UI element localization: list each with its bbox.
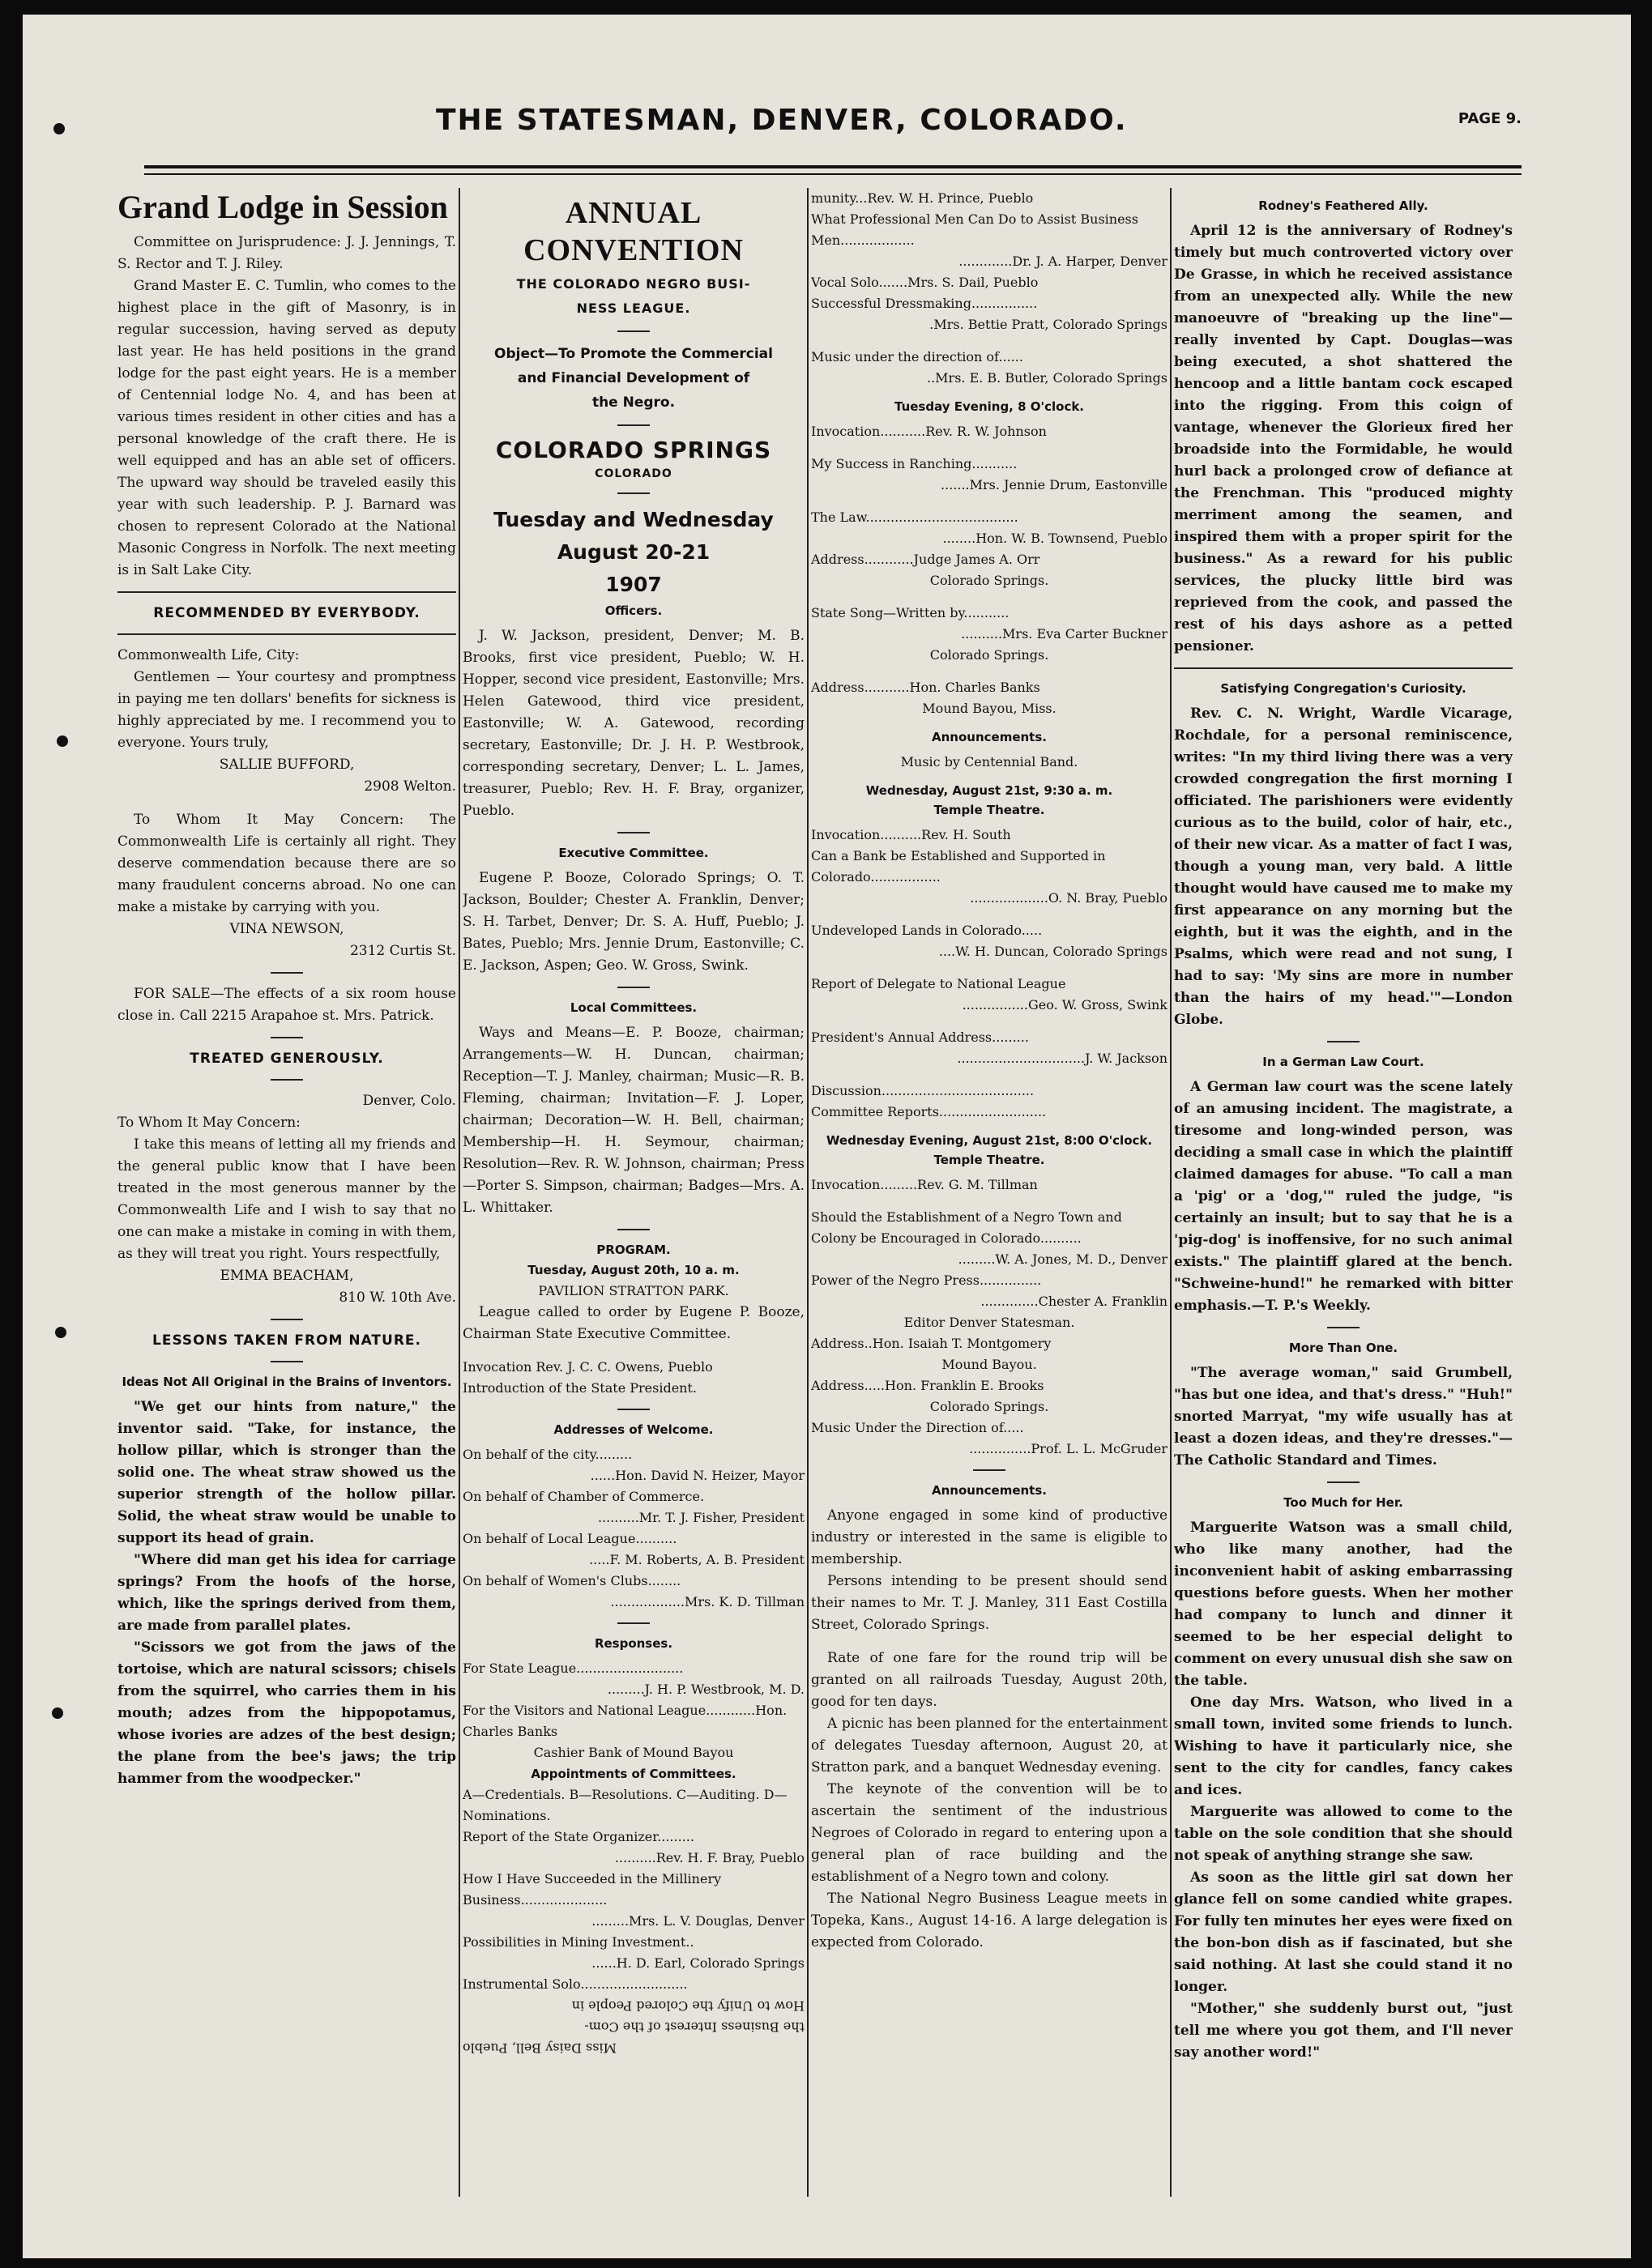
section-heading-appointments: Appointments of Committees. <box>531 1767 736 1781</box>
program-item: On behalf of the city......... <box>463 1447 633 1462</box>
program-item: Vocal Solo.......Mrs. S. Dail, Pueblo <box>811 275 1039 290</box>
program-speaker: ...............................J. W. Jackson <box>957 1051 1167 1066</box>
article-paragraph: A German law court was the scene lately of an amusing incident. The magistrate, a tiresome and long-winded person, was deciding a small case in which the plaintiff claimed damages for abuse. "To call a man a 'pig' or a 'dog,'" ruled the judge, "is certainly an insult; but to say that he is a 'pig-dog' is inoffensive, for no such animal exists." The plaintiff glared at the bench. "Schweine-hund!" he remarked with bitter emphasis.—T. P.'s Weekly. <box>1174 1079 1513 1314</box>
article-separator <box>973 1469 1005 1471</box>
convention-subtitle: THE COLORADO NEGRO BUSI- <box>516 276 751 292</box>
page-number: PAGE 9. <box>1458 110 1522 127</box>
section-heading-responses: Responses. <box>594 1636 673 1651</box>
program-item: Instrumental Solo.......................... <box>463 1976 688 1992</box>
column-2 <box>463 188 805 2197</box>
program-item: Music under the direction of...... <box>811 349 1023 364</box>
section-heading-program: PROGRAM. <box>596 1243 671 1257</box>
column-1 <box>117 188 456 2197</box>
section-heading-executive: Executive Committee. <box>558 846 709 860</box>
article-paragraph: One day Mrs. Watson, who lived in a small town, invited some friends to lunch. Wishing to have it particularly nice, she sent to the city for candles, fancy cakes and ices. <box>1174 1695 1513 1798</box>
program-item: Address..Hon. Isaiah T. Montgomery <box>811 1336 1052 1351</box>
program-item: Successful Dressmaking................ <box>811 296 1038 311</box>
program-item: Report of Delegate to National League <box>811 976 1066 991</box>
article-heading-recommended: RECOMMENDED BY EVERYBODY. <box>153 605 420 621</box>
program-item: Music Under the Direction of..... <box>811 1420 1024 1435</box>
program-speaker: ...................O. N. Bray, Pueblo <box>970 890 1167 906</box>
section-heading-announcements: Announcements. <box>932 730 1047 744</box>
executive-list: Eugene P. Booze, Colorado Springs; O. T. Jackson, Boulder; Chester A. Franklin, Denver; S. H. Tarbet, Denver; Dr. S. A. Huff, Pueblo; J. Bates, Pueblo; Mrs. Jennie Drum, Eastonville; C. E. Jackson, Aspen; Geo. W. Gross, Swink. <box>463 870 805 974</box>
convention-year: 1907 <box>605 573 662 596</box>
article-separator <box>617 1409 650 1410</box>
column-rule <box>459 188 460 2197</box>
convention-object: Object—To Promote the Commercial <box>494 346 773 362</box>
section-heading-wednesday: Wednesday, August 21st, 9:30 a. m. <box>865 783 1113 798</box>
convention-state: COLORADO <box>595 467 672 480</box>
section-heading-temple: Temple Theatre. <box>933 803 1045 817</box>
article-heading-more-than-one: More Than One. <box>1288 1341 1398 1355</box>
officers-list: J. W. Jackson, president, Denver; M. B. Brooks, first vice president, Pueblo; W. H. Hopper, second vice president, Eastonville; Mrs. Helen Gatewood, third vice president, Eastonville; W. A. Gatewood, recording secretary, Eastonville; Dr. J. H. P. Westbrook, corresponding secretary, Denver; L. L. James, treasurer, Pueblo; Rev. H. F. Bray, organizer, Pueblo. <box>463 628 805 819</box>
program-item: State Song—Written by........... <box>811 605 1010 620</box>
program-date: Tuesday, August 20th, 10 a. m. <box>527 1263 740 1277</box>
program-speaker: .......Mrs. Jennie Drum, Eastonville <box>941 477 1167 492</box>
article-paragraph: Marguerite was allowed to come to the table on the sole condition that she should not speak of anything strange she saw. <box>1174 1804 1513 1864</box>
program-speaker: ..................Mrs. K. D. Tillman <box>610 1594 805 1609</box>
article-separator <box>617 492 650 494</box>
article-separator <box>271 1361 303 1362</box>
announcement-paragraph: The National Negro Business League meets in Topeka, Kans., August 14-16. A large delegation is expected from Colorado. <box>811 1891 1167 1950</box>
program-speaker: ......H. D. Earl, Colorado Springs <box>591 1955 805 1971</box>
program-item: For the Visitors and National League............Hon. Charles Banks <box>463 1703 788 1739</box>
article-paragraph: Marguerite Watson was a small child, who like many another, had the inconvenient habit of asking embarrassing questions before guests. When her mother had company to lunch and dinner it seemed to be her especial delight to comment on every unusual dish she saw on the table. <box>1174 1520 1513 1689</box>
program-item: Committee Reports.......................... <box>811 1104 1047 1119</box>
program-speaker: ..........Mr. T. J. Fisher, President <box>597 1510 805 1525</box>
article-separator <box>271 1079 303 1081</box>
convention-object: the Negro. <box>591 394 676 411</box>
program-speaker: .........J. H. P. Westbrook, M. D. <box>607 1682 805 1697</box>
program-speaker: Editor Denver Statesman. <box>903 1315 1075 1330</box>
letter-paragraph: To Whom It May Concern: The Commonwealth Life is certainly all right. They deserve commendation because there are so many fraudulent concerns abroad. No one can make a mistake by carrying with you. <box>117 812 456 915</box>
program-item: Invocation...........Rev. R. W. Johnson <box>811 424 1047 439</box>
program-item: Address............Judge James A. Orr <box>811 552 1040 567</box>
article-subheading: Ideas Not All Original in the Brains of Inventors. <box>122 1375 452 1389</box>
program-speaker: .........Mrs. L. V. Douglas, Denver <box>591 1913 805 1929</box>
article-paragraph: "The average woman," said Grumbell, "has but one idea, and that's dress." "Huh!" snorted Marryat, "my wife usually has at least a dozen ideas, and they're dresses."—The Catholic Standard and Times. <box>1174 1365 1513 1469</box>
article-paragraph: "Scissors we got from the jaws of the tortoise, which are natural scissors; chisels from the squirrel, who carries them in his mouth; adzes from the hippopotamus, whose ivories are adzes of the best design; the plane from the bee's jaws; the trip hammer from the woodpecker." <box>117 1639 456 1787</box>
letter-signature: SALLIE BUFFORD, <box>219 757 355 773</box>
article-paragraph: Grand Master E. C. Tumlin, who comes to the highest place in the gift of Masonry, is in regular succession, having served as deputy last year. He has held positions in the grand lodge for the past eight years. He is a member of Centennial lodge No. 4, and has been at various times resident in other cities and has a personal knowledge of the craft there. He is well equipped and has an able set of officers. The upward way should be traveled easily this year with such leadership. P. J. Barnard was chosen to represent Colorado at the National Masonic Congress in Norfolk. The next meeting is in Salt Lake City. <box>117 278 456 578</box>
program-speaker: Mound Bayou, Miss. <box>922 701 1057 716</box>
program-speaker: Colorado Springs. <box>929 573 1049 588</box>
letter-paragraph: Gentlemen — Your courtesy and promptness in paying me ten dollars' benefits for sickness is highly appreciated by me. I recommend you to everyone. Yours truly, <box>117 669 456 751</box>
article-heading-rodney: Rodney's Feathered Ally. <box>1258 198 1428 213</box>
program-item: How I Have Succeeded in the Millinery Business..................... <box>463 1871 722 1908</box>
program-speaker: Miss Daisy Bell, Pueblo <box>463 2040 617 2056</box>
convention-title: ANNUAL CONVENTION <box>523 196 744 267</box>
convention-city: COLORADO SPRINGS <box>495 437 772 463</box>
local-committees-list: Ways and Means—E. P. Booze, chairman; Arrangements—W. H. Duncan, chairman; Reception—T. J. Manley, chairman; Music—R. B. Fleming, chairman; Invitation—F. J. Loper, chairman; Decoration—W. H. Bell, chairman; Membership—H. H. Seymour, chairman; Resolution—Rev. R. W. Johnson, chairman; Press—Porter S. Simpson, chairman; Badges—Mrs. A. L. Whittaker. <box>463 1025 805 1216</box>
section-heading-wednesday-evening: Wednesday Evening, August 21st, 8:00 O'clock. Temple Theatre. <box>826 1133 1153 1167</box>
program-item: President's Annual Address......... <box>811 1030 1029 1045</box>
letter-salutation: Commonwealth Life, City: <box>117 647 300 663</box>
program-speaker: ...............Prof. L. L. McGruder <box>969 1441 1167 1456</box>
article-paragraph: "Mother," she suddenly burst out, "just tell me where you got them, and I'll never say another word!" <box>1174 2001 1513 2061</box>
article-separator <box>617 1229 650 1230</box>
program-speaker: ..........Rev. H. F. Bray, Pueblo <box>614 1850 805 1865</box>
column-4 <box>1174 188 1513 2197</box>
program-item: Report of the State Organizer......... <box>463 1829 694 1844</box>
article-separator <box>617 424 650 426</box>
article-paragraph: Committee on Jurisprudence: J. J. Jennings, T. S. Rector and T. J. Riley. <box>117 234 456 272</box>
program-item: On behalf of Women's Clubs........ <box>463 1573 681 1588</box>
letter-address: 2312 Curtis St. <box>349 943 456 959</box>
article-divider <box>1174 667 1513 669</box>
program-paragraph: League called to order by Eugene P. Booze, Chairman State Executive Committee. <box>463 1304 805 1342</box>
masthead-title: THE STATESMAN, DENVER, COLORADO. <box>436 104 1128 137</box>
article-heading-german-court: In a German Law Court. <box>1262 1055 1424 1069</box>
announcement-paragraph: Rate of one fare for the round trip will be granted on all railroads Tuesday, August 20th, good for ten days. <box>811 1650 1167 1710</box>
article-separator <box>617 1622 650 1624</box>
article-heading-too-much: Too Much for Her. <box>1283 1495 1403 1510</box>
program-item: Address.....Hon. Franklin E. Brooks <box>811 1378 1044 1393</box>
program-item: On behalf of Chamber of Commerce. <box>463 1489 705 1504</box>
section-heading-announcements-2: Announcements. <box>932 1483 1047 1498</box>
column-3 <box>811 188 1167 2197</box>
article-separator <box>271 1037 303 1038</box>
announcement-paragraph: The keynote of the convention will be to ascertain the sentiment of the industrious Negroes of Colorado in regard to entering upon a general plan of race building and the establishment of a Negro town and colony. <box>811 1781 1167 1885</box>
program-item: A—Credentials. B—Resolutions. C—Auditing. D—Nominations. <box>463 1787 788 1823</box>
masthead-rule <box>144 165 1522 168</box>
program-item: Invocation Rev. J. C. C. Owens, Pueblo <box>463 1359 713 1375</box>
program-speaker: .....F. M. Roberts, A. B. President <box>589 1552 805 1567</box>
program-speaker: Cashier Bank of Mound Bayou <box>533 1745 734 1760</box>
program-item: How to Unify the Colored People in <box>571 1998 805 2014</box>
article-separator <box>1327 1041 1360 1042</box>
letter-paragraph: I take this means of letting all my friends and the general public know that I have been treated in the most generous manner by the Commonwealth Life and I wish to say that no one can make a mistake in coming in with them, as they will treat you right. Yours respectfully, <box>117 1136 456 1262</box>
program-speaker: Mound Bayou. <box>941 1357 1037 1372</box>
masthead <box>144 96 1522 160</box>
letter-place: Denver, Colo. <box>362 1093 456 1109</box>
article-paragraph: "We get our hints from nature," the inventor said. "Take, for instance, the hollow pillar, which is stronger than the solid one. The wheat straw showed us the superior strength of the hollow pillar. Solid, the wheat straw would be unable to support its head of grain. <box>117 1399 456 1546</box>
announcement-paragraph: Anyone engaged in some kind of productive industry or interested in the same is eligible to membership. <box>811 1507 1167 1567</box>
program-item: Invocation.........Rev. G. M. Tillman <box>811 1177 1038 1192</box>
program-item: On behalf of Local League.......... <box>463 1531 677 1546</box>
binding-hole <box>52 1707 63 1719</box>
convention-dates: August 20-21 <box>557 540 711 564</box>
program-item: Discussion..................................... <box>811 1083 1035 1098</box>
classified-ad: FOR SALE—The effects of a six room house close in. Call 2215 Arapahoe st. Mrs. Patrick. <box>117 986 456 1024</box>
program-speaker: ........Hon. W. B. Townsend, Pueblo <box>942 531 1167 546</box>
program-speaker: Colorado Springs. <box>929 1399 1049 1414</box>
section-heading-local: Local Committees. <box>570 1000 698 1015</box>
program-speaker: .Mrs. Bettie Pratt, Colorado Springs <box>929 317 1167 332</box>
article-paragraph: Rev. C. N. Wright, Wardle Vicarage, Rochdale, for a personal reminiscence, writes: "In my third living there was a very crowded congregation the first morning I officiated. The parishioners were evidently curious as to the build, color of hair, etc., of their new vicar. As a matter of fact I was, though a young man, very bald. A little thought would have caused me to make my first appearance on any morning but the eighth, but it was the eighth, and in the Psalms, which were read and not sung, I had to say: 'My sins are more in number than the hairs of my head.'"—London Globe. <box>1174 706 1513 1028</box>
letter-address: 810 W. 10th Ave. <box>339 1290 456 1306</box>
article-separator <box>271 972 303 974</box>
program-item: Undeveloped Lands in Colorado..... <box>811 923 1043 938</box>
section-heading-tuesday-evening: Tuesday Evening, 8 O'clock. <box>894 399 1085 414</box>
article-heading-grand-lodge: Grand Lodge in Session <box>117 189 448 225</box>
section-heading-officers: Officers. <box>604 603 663 618</box>
program-speaker: ................Geo. W. Gross, Swink <box>962 997 1167 1013</box>
article-separator <box>271 1319 303 1320</box>
program-speaker: .............Dr. J. A. Harper, Denver <box>958 254 1167 269</box>
section-heading-welcome: Addresses of Welcome. <box>553 1422 714 1437</box>
program-item: Possibilities in Mining Investment.. <box>463 1934 694 1950</box>
letter-signature: EMMA BEACHAM, <box>220 1268 354 1284</box>
article-heading-treated: TREATED GENEROUSLY. <box>190 1051 384 1067</box>
program-item: munity...Rev. W. H. Prince, Pueblo <box>811 190 1034 206</box>
program-speaker: .........W. A. Jones, M. D., Denver <box>958 1251 1167 1267</box>
article-separator <box>617 330 650 332</box>
program-speaker: ..............Chester A. Franklin <box>980 1294 1167 1309</box>
program-item: Power of the Negro Press............... <box>811 1273 1042 1288</box>
newspaper-page <box>23 15 1631 2258</box>
program-item: Should the Establishment of a Negro Town and Colony be Encouraged in Colorado.......... <box>811 1209 1122 1246</box>
article-paragraph: As soon as the little girl sat down her glance fell on some candied white grapes. For fully ten minutes her eyes were fixed on the bon-bon dish as if fascinated, but she said nothing. At last she could stand it no longer. <box>1174 1869 1513 1995</box>
program-item: What Professional Men Can Do to Assist Business Men.................. <box>811 211 1138 248</box>
convention-object: and Financial Development of <box>517 370 750 386</box>
program-item: My Success in Ranching........... <box>811 456 1018 471</box>
article-separator <box>617 987 650 988</box>
program-speaker: ..Mrs. E. B. Butler, Colorado Springs <box>926 370 1167 386</box>
article-separator <box>1327 1327 1360 1328</box>
program-item: Music by Centennial Band. <box>900 754 1078 770</box>
masthead-rule-thin <box>144 173 1522 175</box>
program-item: The Law..................................... <box>811 509 1018 525</box>
letter-salutation: To Whom It May Concern: <box>117 1115 301 1131</box>
binding-hole <box>53 123 65 134</box>
article-heading-lessons: LESSONS TAKEN FROM NATURE. <box>152 1332 421 1349</box>
program-speaker: ....W. H. Duncan, Colorado Springs <box>938 944 1167 959</box>
program-item: Introduction of the State President. <box>463 1380 697 1396</box>
program-speaker: ..........Mrs. Eva Carter Buckner <box>961 626 1167 642</box>
program-item: For State League.......................... <box>463 1660 684 1676</box>
article-divider <box>117 633 456 635</box>
article-divider <box>117 591 456 593</box>
letter-signature: VINA NEWSON, <box>229 921 344 937</box>
binding-hole <box>57 735 68 747</box>
article-heading-congregation: Satisfying Congregation's Curiosity. <box>1220 681 1466 696</box>
article-paragraph: April 12 is the anniversary of Rodney's timely but much controverted victory over De Grasse, in which he received assistance from an unexpected ally. While the new manoeuvre of "breaking up the line"—really invented by Capt. Douglas—was being executed, a shot shattered the hencoop and a little bantam cock escaped into the rigging. From this coign of vantage, whenever the Glorieux fired her broadside into the Formidable, he would hurl back a prolonged crow of defiance at the Frenchman. This "produced mighty merriment among the seamen, and inspired them with a proper spirit for the business." As a reward for his public services, the plucky little bird was reprieved from the cook, and passed the rest of his days ashore as a petted pensioner. <box>1174 223 1513 654</box>
convention-subtitle: NESS LEAGUE. <box>576 301 691 316</box>
program-item: Can a Bank be Established and Supported in Colorado................. <box>811 848 1106 885</box>
binding-hole <box>55 1327 66 1338</box>
upside-down-misprint <box>463 1995 805 2058</box>
article-separator <box>617 832 650 833</box>
announcement-paragraph: A picnic has been planned for the entertainment of delegates Tuesday afternoon, August 20, at Stratton park, and a banquet Wednesday evening. <box>811 1716 1167 1776</box>
program-item: Address...........Hon. Charles Banks <box>811 680 1040 695</box>
column-rule <box>1170 188 1172 2197</box>
column-rule <box>807 188 809 2197</box>
program-item: the Business Interest of the Com- <box>584 2019 805 2035</box>
article-separator <box>1327 1481 1360 1483</box>
letter-address: 2908 Welton. <box>364 778 456 795</box>
article-paragraph: "Where did man get his idea for carriage springs? From the hoofs of the horse, which, like the springs derived from them, are made from parallel plates. <box>117 1552 456 1634</box>
program-place: PAVILION STRATTON PARK. <box>538 1283 729 1298</box>
announcement-paragraph: Persons intending to be present should send their names to Mr. T. J. Manley, 311 East Costilla Street, Colorado Springs. <box>811 1573 1167 1633</box>
program-item: Invocation..........Rev. H. South <box>811 827 1011 842</box>
program-speaker: Colorado Springs. <box>929 647 1049 663</box>
convention-days: Tuesday and Wednesday <box>493 508 774 531</box>
program-speaker: ......Hon. David N. Heizer, Mayor <box>590 1468 805 1483</box>
